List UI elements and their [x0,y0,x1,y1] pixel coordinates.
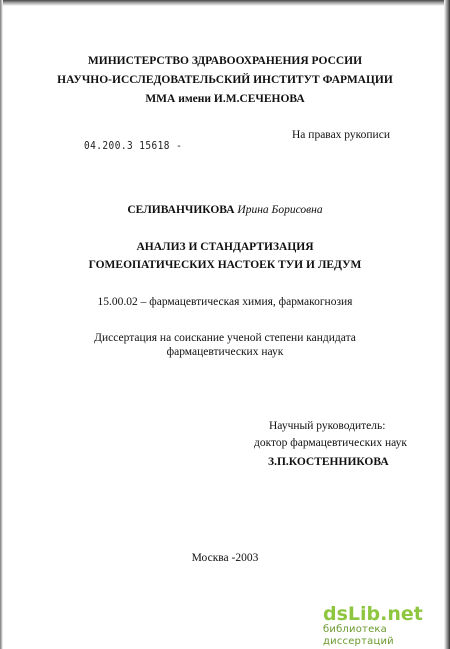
author-name: Ирина Борисовна [237,204,323,216]
manuscript-note: На правах рукописи [292,129,390,141]
dissertation-line1: Диссертация на соискание ученой степени кандидата [94,332,356,344]
watermark-subtitle: библиотека диссертаций [323,624,394,647]
archive-stamp: 04.200.3 15618 - [84,140,183,152]
supervisor-degree: доктор фармацевтических наук [254,437,407,449]
watermark [323,604,445,648]
scan-edge-top [0,0,450,6]
author-surname: СЕЛИВАНЧИКОВА [127,204,235,216]
institute-heading: НАУЧНО-ИССЛЕДОВАТЕЛЬСКИЙ ИНСТИТУТ ФАРМАЦИИ [57,74,393,86]
dissertation-line2: фармацевтических наук [166,346,284,358]
watermark-logo: dsLib.net [323,603,423,625]
supervisor-label: Научный руководитель: [269,420,386,432]
author-line [0,203,450,217]
specialty-code: 15.00.02 – фармацевтическая химия, фармакогнозия [97,296,353,308]
city-year: Москва -2003 [191,552,259,564]
ministry-heading: МИНИСТЕРСТВО ЗДРАВООХРАНЕНИЯ РОССИИ [87,55,363,67]
supervisor-name: З.П.КОСТЕННИКОВА [268,456,389,468]
academy-heading: ММА имени И.М.СЕЧЕНОВА [145,93,305,105]
thesis-title-line2: ГОМЕОПАТИЧЕСКИХ НАСТОЕК ТУИ И ЛЕДУМ [88,259,362,271]
thesis-title-line1: АНАЛИЗ И СТАНДАРТИЗАЦИЯ [136,241,314,253]
